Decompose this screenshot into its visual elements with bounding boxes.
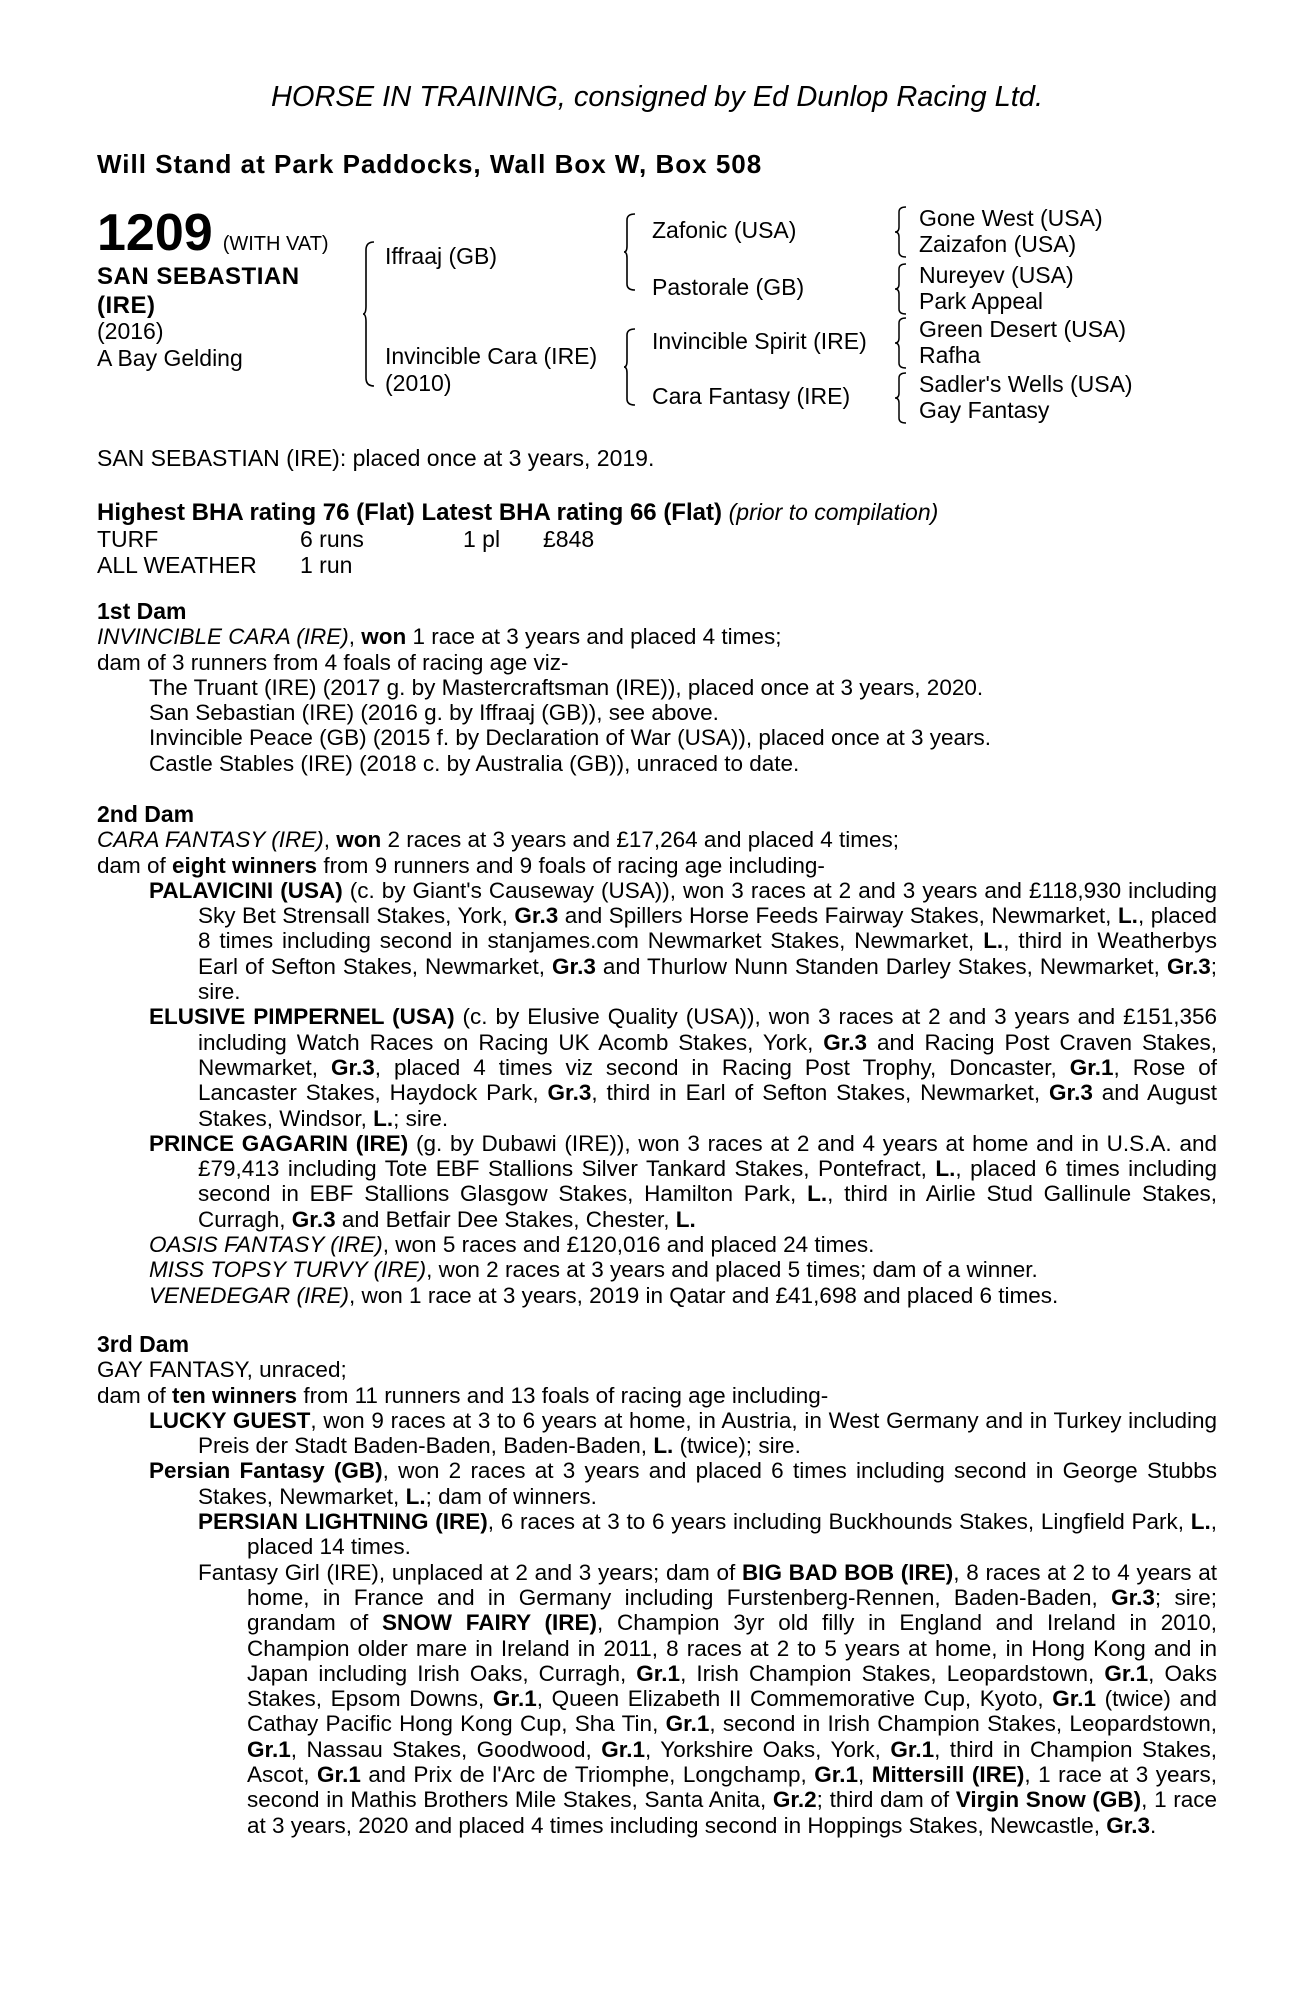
first-dam-heading: 1st Dam (97, 598, 187, 624)
pedigree-brace-dd (894, 371, 908, 425)
progeny-palavicini: PALAVICINI (USA) (c. by Giant's Causeway (USA)), won 3 races at 2 and 3 years and £118,930 including Sky Bet Strensall Stakes, York, Gr.3 and Spillers Horse Feeds Fairway Stakes, Newmarket, L., placed 8 times including second in stanjames.com Newmarket Stakes, Newmarket, L., third in Weatherbys Earl of Sefton Stakes, Newmarket, Gr.3 and Thurlow Nunn Standen Darley Stakes, Newmarket, Gr.3; sire. (149, 877, 1217, 1005)
third-dam-section (97, 1332, 1217, 1838)
progeny-persian-lightning: PERSIAN LIGHTNING (IRE), 6 races at 3 to 6 years including Buckhounds Stakes, Lingfield Park, L., placed 14 times. (198, 1509, 1217, 1560)
pedigree-dd-sire: Sadler's Wells (USA) (919, 371, 1133, 397)
third-dam-heading: 3rd Dam (97, 1331, 190, 1357)
pedigree-dam-sire: Invincible Spirit (IRE) (652, 328, 867, 354)
pedigree-sire: Iffraaj (GB) (385, 243, 498, 269)
pedigree-sire-dam: Pastorale (GB) (652, 274, 805, 300)
progeny-elusive-pimpernel: ELUSIVE PIMPERNEL (USA) (c. by Elusive Quality (USA)), won 3 races at 2 and 3 years and £151,356 including Watch Races on Racing UK Acomb Stakes, York, Gr.3 and Racing Post Craven Stakes, Newmarket, Gr.3, placed 4 times viz second in Racing Post Trophy, Doncaster, Gr.1, Rose of Lancaster Stakes, Haydock Park, Gr.3, third in Earl of Sefton Stakes, Newmarket, Gr.3 and August Stakes, Windsor, L.; sire. (149, 1004, 1218, 1131)
progeny-persian-fantasy: Persian Fantasy (GB), won 2 races at 3 years and placed 6 times including second in George Stubbs Stakes, Newmarket, L.; dam of winners. (149, 1458, 1218, 1509)
progeny-lucky-guest: LUCKY GUEST, won 9 races at 3 to 6 years at home, in Austria, in West Germany and in Turkey including Preis der Stadt Baden-Baden, Baden-Baden, L. (twice); sire. (149, 1407, 1218, 1459)
second-dam-record: CARA FANTASY (IRE), won 2 races at 3 years and £17,264 and placed 4 times; (97, 827, 900, 853)
pedigree-dd-dam: Gay Fantasy (919, 397, 1050, 423)
second-dam-produce: dam of eight winners from 9 runners and 9 foals of racing age including- (97, 852, 825, 878)
aw-runs: 1 run (300, 552, 353, 578)
second-dam-section (97, 802, 1217, 1308)
horse-name-line2: (IRE) (97, 292, 156, 319)
page-title: HORSE IN TRAINING, consigned by Ed Dunlop Racing Ltd. (270, 81, 1044, 113)
pedigree-ss-sire: Gone West (USA) (919, 205, 1103, 231)
pedigree-sd-dam: Park Appeal (919, 288, 1044, 314)
first-dam-section (97, 599, 1217, 776)
turf-runs: 6 runs (300, 526, 364, 552)
pedigree-ds-dam: Rafha (919, 342, 981, 368)
foal-item: Invincible Peace (GB) (2015 f. by Declaration of War (USA)), placed once at 3 years. (149, 725, 992, 751)
foaling-year: (2016) (97, 318, 164, 344)
bha-ratings (97, 498, 938, 527)
lot-heading (97, 205, 329, 261)
highest-rating: Highest BHA rating 76 (Flat) (97, 499, 415, 526)
turf-label: TURF (97, 526, 159, 552)
turf-prize: £848 (543, 526, 595, 552)
progeny-venedegar: VENEDEGAR (IRE), won 1 race at 3 years, 2019 in Qatar and £41,698 and placed 6 times. (149, 1282, 1059, 1308)
foal-item: Castle Stables (IRE) (2018 c. by Australia (GB)), unraced to date. (149, 750, 800, 776)
pedigree-brace-ds (894, 316, 908, 370)
race-summary: SAN SEBASTIAN (IRE): placed once at 3 years, 2019. (97, 445, 655, 471)
first-dam-record: INVINCIBLE CARA (IRE), won 1 race at 3 years and placed 4 times; (97, 624, 782, 650)
pedigree-brace-ss (894, 205, 908, 259)
pedigree-dam-year: (2010) (385, 370, 452, 396)
first-dam-produce: dam of 3 runners from 4 foals of racing age viz- (97, 649, 569, 675)
pedigree-sd-sire: Nureyev (USA) (919, 262, 1074, 288)
pedigree-brace-sd (894, 262, 908, 316)
stand-location: Will Stand at Park Paddocks, Wall Box W, Box 508 (97, 149, 763, 179)
progeny-oasis-fantasy: OASIS FANTASY (IRE), won 5 races and £120,016 and placed 24 times. (149, 1232, 875, 1258)
foal-item: San Sebastian (IRE) (2016 g. by Iffraaj (GB)), see above. (149, 700, 719, 726)
pedigree-brace-sire (623, 212, 637, 292)
race-record (97, 526, 797, 582)
foal-item: The Truant (IRE) (2017 g. by Mastercraftsman (IRE)), placed once at 3 years, 2020. (149, 674, 984, 700)
second-dam-heading: 2nd Dam (97, 801, 195, 827)
horse-details (97, 318, 243, 372)
pedigree-brace-gen1 (362, 240, 376, 388)
progeny-fantasy-girl: Fantasy Girl (IRE), unplaced at 2 and 3 years; dam of BIG BAD BOB (IRE), 8 races at 2 to 4 years at home, in France and in Germany including Furstenberg-Rennen, Baden-Baden, Gr.3; sire; grandam of SNOW FAIRY (IRE), Champion 3yr old filly in England and Ireland in 2010, Champion older mare in Ireland in 2011, 8 races at 2 to 5 years at home, in Hong Kong and in Japan including Irish Oaks, Curragh, Gr.1, Irish Champion Stakes, Leopardstown, Gr.1, Oaks Stakes, Epsom Downs, Gr.1, Queen Elizabeth II Commemorative Cup, Kyoto, Gr.1 (twice) and Cathay Pacific Hong Kong Cup, Sha Tin, Gr.1, second in Irish Champion Stakes, Leopardstown, Gr.1, Nassau Stakes, Goodwood, Gr.1, Yorkshire Oaks, York, Gr.1, third in Champion Stakes, Ascot, Gr.1 and Prix de l'Arc de Triomphe, Longchamp, Gr.1, Mittersill (IRE), 1 race at 3 years, second in Mathis Brothers Mile Stakes, Santa Anita, Gr.2; third dam of Virgin Snow (GB), 1 race at 3 years, 2020 and placed 4 times including second in Hoppings Stakes, Newcastle, Gr.3. (198, 1559, 1217, 1838)
lot-number: 1209 (97, 204, 213, 262)
progeny-miss-topsy-turvy: MISS TOPSY TURVY (IRE), won 2 races at 3 years and placed 5 times; dam of a winner. (149, 1257, 1038, 1283)
third-dam-record: GAY FANTASY, unraced; (97, 1357, 347, 1383)
pedigree-ss-dam: Zaizafon (USA) (919, 231, 1077, 257)
pedigree-dam: Invincible Cara (IRE) (385, 343, 598, 369)
pedigree-ds-sire: Green Desert (USA) (919, 316, 1127, 342)
horse-name (97, 262, 300, 320)
horse-name-line1: SAN SEBASTIAN (97, 263, 300, 290)
progeny-prince-gagarin: PRINCE GAGARIN (IRE) (g. by Dubawi (IRE)), won 3 races at 2 and 4 years at home and in U.S.A. and £79,413 including Tote EBF Stallions Silver Tankard Stakes, Pontefract, L., placed 6 times including second in EBF Stallions Glasgow Stakes, Hamilton Park, L., third in Airlie Stud Gallinule Stakes, Curragh, Gr.3 and Betfair Dee Stakes, Chester, L. (149, 1130, 1217, 1232)
pedigree-dam-dam: Cara Fantasy (IRE) (652, 383, 851, 409)
pedigree-sire-sire: Zafonic (USA) (652, 217, 797, 243)
vat-note: (WITH VAT) (222, 233, 329, 255)
aw-label: ALL WEATHER (97, 552, 257, 578)
third-dam-produce: dam of ten winners from 11 runners and 13 foals of racing age including- (97, 1382, 829, 1408)
pedigree-brace-dam (623, 327, 637, 407)
rating-note: (prior to compilation) (728, 499, 939, 525)
turf-placed: 1 pl (463, 526, 501, 552)
horse-description: A Bay Gelding (97, 345, 243, 371)
latest-rating: Latest BHA rating 66 (Flat) (421, 499, 722, 526)
